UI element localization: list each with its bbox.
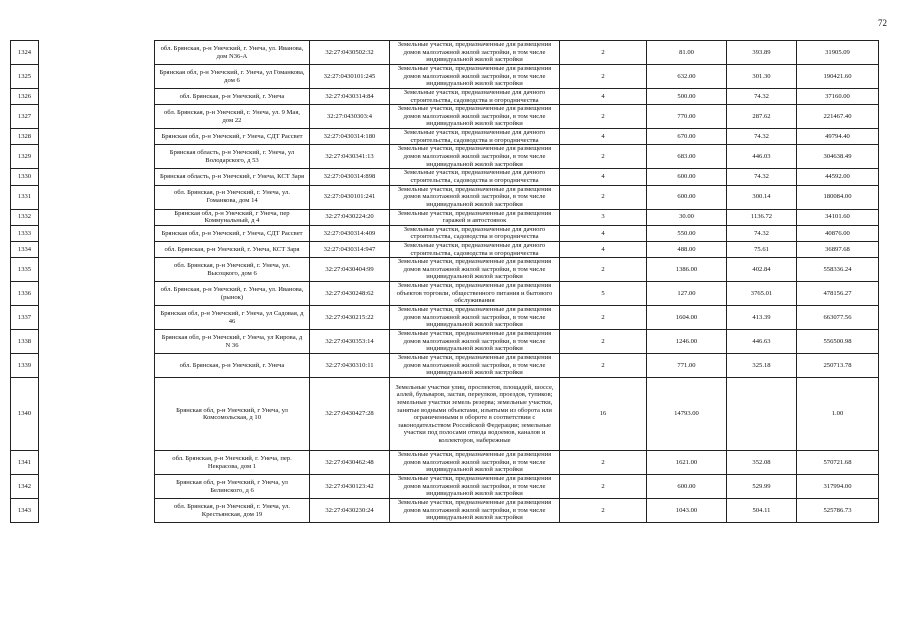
- row-value: 34101.60: [797, 209, 879, 225]
- row-address: обл. Брянская, р-н Унечский, г. Унеча: [155, 354, 310, 378]
- row-number: 1331: [11, 185, 39, 209]
- row-land-use: Земельные участки, предназначенные для дачного строительства, садоводства и огородничества: [390, 169, 560, 185]
- row-address: Брянская обл, р-н Унечский, г Унеча, ул Белинского, д 6: [155, 475, 310, 499]
- table-row: [11, 330, 879, 354]
- row-number: 1333: [11, 225, 39, 241]
- row-address: обл. Брянская, р-н Унечский, г. Унеча, ул. Крестьянская, дом 19: [155, 499, 310, 523]
- row-address: Брянская обл, р-н Унечский, г Унеча, СДТ Рассвет: [155, 129, 310, 145]
- row-address: обл. Брянская, р-н Унечский, г. Унеча, ул. Гоманкова, дом 14: [155, 185, 310, 209]
- row-number: 1338: [11, 330, 39, 354]
- row-area: 1043.00: [647, 499, 727, 523]
- row-value: 304638.49: [797, 145, 879, 169]
- row-address: обл. Брянская, р-н Унечский, г. Унеча, пер. Некрасова, дом 1: [155, 451, 310, 475]
- row-area: 550.00: [647, 225, 727, 241]
- row-spacer: [39, 41, 155, 65]
- row-cadastral-number: 32:27:0430224:20: [310, 209, 390, 225]
- page-number: 72: [878, 18, 887, 28]
- table-row: [11, 354, 879, 378]
- cadastral-value-table: [10, 40, 879, 523]
- row-rate: 393.89: [727, 41, 797, 65]
- row-address: обл. Брянская, р-н Унечский, г. Унеча, КСТ Заря: [155, 241, 310, 257]
- row-address: Брянская обл, р-н Унечский, г Унеча, ул Кирова, д N 36: [155, 330, 310, 354]
- row-area: 771.00: [647, 354, 727, 378]
- row-cadastral-number: 32:27:0430215:22: [310, 306, 390, 330]
- row-spacer: [39, 185, 155, 209]
- row-value: 31905.09: [797, 41, 879, 65]
- row-land-use: Земельные участки, предназначенные для дачного строительства, садоводства и огородничества: [390, 129, 560, 145]
- table-row: [11, 451, 879, 475]
- row-land-use: Земельные участки, предназначенные для размещения домов малоэтажной жилой застройки, в том числе индивидуальной жилой застройки: [390, 475, 560, 499]
- row-group: 2: [560, 105, 647, 129]
- row-group: 2: [560, 330, 647, 354]
- row-area: 14793.00: [647, 378, 727, 451]
- row-area: 600.00: [647, 185, 727, 209]
- row-land-use: Земельные участки, предназначенные для размещения домов малоэтажной жилой застройки, в том числе индивидуальной жилой застройки: [390, 354, 560, 378]
- row-address: обл. Брянская, р-н Унечский, г. Унеча, ул. Высоцкого, дом 6: [155, 258, 310, 282]
- table-row: [11, 258, 879, 282]
- row-group: 2: [560, 41, 647, 65]
- row-group: 4: [560, 89, 647, 105]
- table-row: [11, 145, 879, 169]
- table-row: [11, 169, 879, 185]
- row-cadastral-number: 32:27:0430310:11: [310, 354, 390, 378]
- row-group: 4: [560, 129, 647, 145]
- row-cadastral-number: 32:27:0430502:32: [310, 41, 390, 65]
- row-area: 600.00: [647, 169, 727, 185]
- row-value: 558336.24: [797, 258, 879, 282]
- row-rate: 529.99: [727, 475, 797, 499]
- row-cadastral-number: 32:27:0430462:48: [310, 451, 390, 475]
- row-value: 49794.40: [797, 129, 879, 145]
- row-value: 37160.00: [797, 89, 879, 105]
- row-value: 44592.00: [797, 169, 879, 185]
- row-cadastral-number: 32:27:0430341:13: [310, 145, 390, 169]
- row-number: 1341: [11, 451, 39, 475]
- table-row: [11, 209, 879, 225]
- row-number: 1330: [11, 169, 39, 185]
- row-land-use: Земельные участки, предназначенные для размещения домов малоэтажной жилой застройки, в том числе индивидуальной жилой застройки: [390, 185, 560, 209]
- row-address: Брянская область, р-н Унечский, г Унеча, КСТ Заря: [155, 169, 310, 185]
- row-land-use: Земельные участки, предназначенные для дачного строительства, садоводства и огородничества: [390, 89, 560, 105]
- row-spacer: [39, 209, 155, 225]
- row-area: 770.00: [647, 105, 727, 129]
- row-area: 1246.00: [647, 330, 727, 354]
- row-rate: 1136.72: [727, 209, 797, 225]
- row-group: 5: [560, 282, 647, 306]
- row-address: Брянская обл, р-н Унечский, г Унеча, пер Коммунальный, д 4: [155, 209, 310, 225]
- table-row: [11, 129, 879, 145]
- row-spacer: [39, 89, 155, 105]
- table-row: [11, 41, 879, 65]
- row-number: 1327: [11, 105, 39, 129]
- row-cadastral-number: 32:27:0430101:245: [310, 65, 390, 89]
- row-value: 556500.98: [797, 330, 879, 354]
- row-cadastral-number: 32:27:0430303:4: [310, 105, 390, 129]
- row-rate: 74.32: [727, 225, 797, 241]
- row-group: 2: [560, 499, 647, 523]
- row-address: обл. Брянская, р-н Унечский, г. Унеча, ул. 9 Мая, дом 22: [155, 105, 310, 129]
- row-rate: 74.32: [727, 169, 797, 185]
- row-spacer: [39, 306, 155, 330]
- row-value: 478156.27: [797, 282, 879, 306]
- row-group: 4: [560, 241, 647, 257]
- row-area: 81.00: [647, 41, 727, 65]
- row-group: 2: [560, 145, 647, 169]
- row-rate: 3765.01: [727, 282, 797, 306]
- table-row: [11, 475, 879, 499]
- row-group: 16: [560, 378, 647, 451]
- row-group: 4: [560, 225, 647, 241]
- row-value: 40876.00: [797, 225, 879, 241]
- row-area: 1386.00: [647, 258, 727, 282]
- table-row: [11, 499, 879, 523]
- row-land-use: Земельные участки, предназначенные для размещения домов малоэтажной жилой застройки, в том числе индивидуальной жилой застройки: [390, 451, 560, 475]
- row-address: Брянская обл, р-н Унечский, г. Унеча, ул Гоманкова, дом 6: [155, 65, 310, 89]
- row-number: 1339: [11, 354, 39, 378]
- row-land-use: Земельные участки, предназначенные для размещения домов малоэтажной жилой застройки, в том числе индивидуальной жилой застройки: [390, 105, 560, 129]
- row-land-use: Земельные участки, предназначенные для размещения домов малоэтажной жилой застройки, в том числе индивидуальной жилой застройки: [390, 306, 560, 330]
- row-cadastral-number: 32:27:0430248:62: [310, 282, 390, 306]
- row-cadastral-number: 32:27:0430353:14: [310, 330, 390, 354]
- row-value: 570721.68: [797, 451, 879, 475]
- row-area: 600.00: [647, 475, 727, 499]
- row-spacer: [39, 65, 155, 89]
- row-spacer: [39, 145, 155, 169]
- row-address: Брянская обл, р-н Унечский, г Унеча, СДТ Рассвет: [155, 225, 310, 241]
- row-area: 1604.00: [647, 306, 727, 330]
- row-cadastral-number: 32:27:0430404:99: [310, 258, 390, 282]
- table-row: [11, 89, 879, 105]
- table-row: [11, 378, 879, 451]
- row-group: 2: [560, 258, 647, 282]
- row-number: 1326: [11, 89, 39, 105]
- row-address: обл. Брянская, р-н Унечский, г. Унеча: [155, 89, 310, 105]
- row-number: 1337: [11, 306, 39, 330]
- row-number: 1343: [11, 499, 39, 523]
- row-spacer: [39, 129, 155, 145]
- row-cadastral-number: 32:27:0430230:24: [310, 499, 390, 523]
- row-land-use: Земельные участки, предназначенные для дачного строительства, садоводства и огородничества: [390, 225, 560, 241]
- row-land-use: Земельные участки, предназначенные для размещения домов малоэтажной жилой застройки, в том числе индивидуальной жилой застройки: [390, 330, 560, 354]
- row-group: 3: [560, 209, 647, 225]
- row-cadastral-number: 32:27:0430314:409: [310, 225, 390, 241]
- row-area: 683.00: [647, 145, 727, 169]
- row-group: 2: [560, 185, 647, 209]
- row-rate: 74.32: [727, 89, 797, 105]
- row-area: 500.00: [647, 89, 727, 105]
- row-area: 632.00: [647, 65, 727, 89]
- row-spacer: [39, 475, 155, 499]
- row-area: 1621.00: [647, 451, 727, 475]
- row-cadastral-number: 32:27:0430314:84: [310, 89, 390, 105]
- row-value: 36897.68: [797, 241, 879, 257]
- table-row: [11, 185, 879, 209]
- row-rate: 413.39: [727, 306, 797, 330]
- row-area: 488.00: [647, 241, 727, 257]
- row-spacer: [39, 330, 155, 354]
- row-address: обл. Брянская, р-н Унечский, г. Унеча, ул. Иванова, (рынок): [155, 282, 310, 306]
- row-group: 4: [560, 169, 647, 185]
- row-number: 1324: [11, 41, 39, 65]
- row-group: 2: [560, 306, 647, 330]
- row-number: 1340: [11, 378, 39, 451]
- row-number: 1335: [11, 258, 39, 282]
- row-value: 180084.00: [797, 185, 879, 209]
- row-address: Брянская область, р-н Унечский, г. Унеча, ул Володарского, д 53: [155, 145, 310, 169]
- row-land-use: Земельные участки, предназначенные для размещения гаражей и автостоянок: [390, 209, 560, 225]
- row-spacer: [39, 282, 155, 306]
- row-address: Брянская обл, р-н Унечский, г Унеча, ул Комсомольская, д 10: [155, 378, 310, 451]
- row-land-use: Земельные участки, предназначенные для размещения домов малоэтажной жилой застройки, в том числе индивидуальной жилой застройки: [390, 258, 560, 282]
- row-rate: 352.08: [727, 451, 797, 475]
- row-number: 1334: [11, 241, 39, 257]
- row-value: 190421.60: [797, 65, 879, 89]
- row-address: обл. Брянская, р-н Унечский, г. Унеча, ул. Иванова, дом N36-А: [155, 41, 310, 65]
- row-value: 250713.78: [797, 354, 879, 378]
- row-land-use: Земельные участки, предназначенные для дачного строительства, садоводства и огородничества: [390, 241, 560, 257]
- row-group: 2: [560, 354, 647, 378]
- row-land-use: Земельные участки, предназначенные для размещения объектов торговли, общественного питания и бытового обслуживания: [390, 282, 560, 306]
- row-value: 317994.00: [797, 475, 879, 499]
- row-cadastral-number: 32:27:0430427:28: [310, 378, 390, 451]
- row-address: Брянская обл, р-н Унечский, г Унеча, ул Садовая, д 46: [155, 306, 310, 330]
- row-spacer: [39, 354, 155, 378]
- row-value: 1.00: [797, 378, 879, 451]
- row-spacer: [39, 258, 155, 282]
- row-land-use: Земельные участки, предназначенные для размещения домов малоэтажной жилой застройки, в том числе индивидуальной жилой застройки: [390, 65, 560, 89]
- table-row: [11, 241, 879, 257]
- row-cadastral-number: 32:27:0430123:42: [310, 475, 390, 499]
- row-land-use: Земельные участки, предназначенные для размещения домов малоэтажной жилой застройки, в том числе индивидуальной жилой застройки: [390, 41, 560, 65]
- row-group: 2: [560, 475, 647, 499]
- row-rate: 75.61: [727, 241, 797, 257]
- row-rate: 301.30: [727, 65, 797, 89]
- row-value: 663077.56: [797, 306, 879, 330]
- row-rate: 402.84: [727, 258, 797, 282]
- row-area: 670.00: [647, 129, 727, 145]
- row-area: 30.00: [647, 209, 727, 225]
- row-rate: 300.14: [727, 185, 797, 209]
- row-value: 221467.40: [797, 105, 879, 129]
- row-number: 1329: [11, 145, 39, 169]
- row-number: 1332: [11, 209, 39, 225]
- table-row: [11, 65, 879, 89]
- row-number: 1328: [11, 129, 39, 145]
- table-row: [11, 105, 879, 129]
- row-land-use: Земельные участки, предназначенные для размещения домов малоэтажной жилой застройки, в том числе индивидуальной жилой застройки: [390, 145, 560, 169]
- row-cadastral-number: 32:27:0430314:947: [310, 241, 390, 257]
- row-spacer: [39, 451, 155, 475]
- row-number: 1342: [11, 475, 39, 499]
- row-spacer: [39, 105, 155, 129]
- row-rate: 74.32: [727, 129, 797, 145]
- row-rate: 504.11: [727, 499, 797, 523]
- row-spacer: [39, 225, 155, 241]
- row-spacer: [39, 499, 155, 523]
- row-rate: 446.03: [727, 145, 797, 169]
- row-rate: 287.62: [727, 105, 797, 129]
- row-land-use: Земельные участки улиц, проспектов, площадей, шоссе, аллей, бульваров, застав, переулков, проездов, тупиков; земельные участки земель резерва; земельные участки, занятые водными объектами, изъятыми из оборота или ограниченными в обороте в соответствии с законодательством Российской Федерации; земельные участки под полосами отвода водоемов, каналов и коллекторов, набережные: [390, 378, 560, 451]
- row-area: 127.00: [647, 282, 727, 306]
- table-row: [11, 306, 879, 330]
- row-rate: [727, 378, 797, 451]
- row-number: 1336: [11, 282, 39, 306]
- row-spacer: [39, 378, 155, 451]
- table-row: [11, 282, 879, 306]
- row-number: 1325: [11, 65, 39, 89]
- row-cadastral-number: 32:27:0430101:241: [310, 185, 390, 209]
- row-cadastral-number: 32:27:0430314:180: [310, 129, 390, 145]
- row-spacer: [39, 241, 155, 257]
- row-spacer: [39, 169, 155, 185]
- row-rate: 446.63: [727, 330, 797, 354]
- table-row: [11, 225, 879, 241]
- row-cadastral-number: 32:27:0430314:898: [310, 169, 390, 185]
- row-group: 2: [560, 451, 647, 475]
- row-land-use: Земельные участки, предназначенные для размещения домов малоэтажной жилой застройки, в том числе индивидуальной жилой застройки: [390, 499, 560, 523]
- row-value: 525786.73: [797, 499, 879, 523]
- row-group: 2: [560, 65, 647, 89]
- row-rate: 325.18: [727, 354, 797, 378]
